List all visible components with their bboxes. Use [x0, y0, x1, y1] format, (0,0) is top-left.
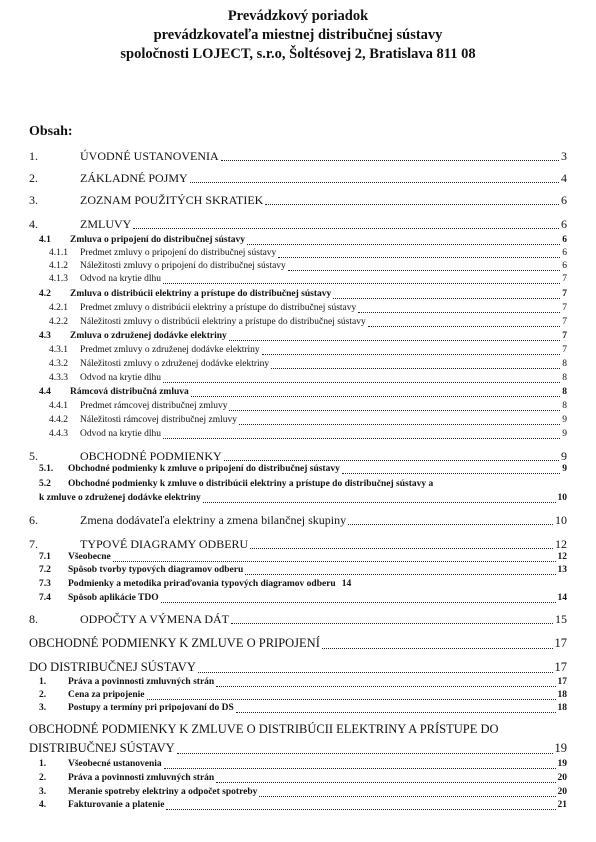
toc-entry[interactable] — [0, 566, 596, 580]
toc-entry-title: Predmet zmluvy o združenej dodávke elektriny — [80, 345, 260, 355]
toc-entry[interactable] — [0, 374, 596, 388]
toc-entry-title: OBCHODNÉ PODMIENKY K ZMLUVE O PRIPOJENÍ — [29, 636, 320, 650]
toc-entry-title: Predmet rámcovej distribučnej zmluvy — [80, 401, 228, 411]
toc-entry-title-continued: DISTRIBUČNEJ SÚSTAVY — [29, 741, 175, 755]
toc-entry-page: 7 — [562, 274, 567, 284]
toc-entry-number: 2. — [39, 690, 47, 700]
toc-dot-leader — [198, 672, 553, 673]
toc-dot-leader — [288, 270, 560, 271]
document-title-line-2: prevádzkovateľa miestnej distribučnej sústavy — [153, 27, 443, 43]
toc-entry-page: 20 — [557, 773, 567, 783]
toc-dot-leader — [348, 524, 553, 525]
toc-entry[interactable] — [0, 360, 596, 374]
toc-entry[interactable] — [0, 661, 596, 675]
toc-entry-number: 4.2.2 — [49, 317, 68, 327]
toc-entry-number: 4.3.2 — [49, 359, 68, 369]
toc-entry[interactable] — [0, 760, 596, 774]
toc-entry-number: 7.3 — [39, 579, 51, 589]
toc-entry-number: 4.4 — [39, 387, 51, 397]
toc-entry-number: 4.1.1 — [49, 248, 68, 258]
toc-entry[interactable] — [0, 430, 596, 444]
toc-entry-page: 7 — [562, 289, 567, 299]
toc-entry-number: 4.1.2 — [49, 261, 68, 271]
toc-entry-title: Spôsob tvorby typových diagramov odberu — [68, 565, 244, 575]
toc-entry-number: 6. — [29, 513, 38, 527]
toc-entry[interactable] — [0, 465, 596, 479]
toc-entry-title: TYPOVÉ DIAGRAMY ODBERU — [80, 537, 249, 551]
toc-entry-number: 4.4.3 — [49, 429, 68, 439]
toc-dot-leader — [229, 410, 560, 411]
toc-entry-number: 5.1. — [39, 464, 54, 474]
toc-heading: Obsah: — [29, 124, 73, 139]
toc-entry[interactable] — [0, 774, 596, 788]
toc-entry-page: 7 — [562, 303, 567, 313]
toc-entry-page: 8 — [562, 373, 567, 383]
toc-entry[interactable] — [0, 580, 596, 594]
toc-dot-leader — [177, 753, 553, 754]
toc-entry-title: Práva a povinnosti zmluvných strán — [68, 677, 215, 687]
toc-entry[interactable] — [0, 218, 596, 232]
toc-dot-leader — [262, 354, 561, 355]
toc-entry-page: 7 — [562, 331, 567, 341]
toc-entry-page: 6 — [562, 235, 567, 245]
toc-entry[interactable] — [0, 594, 596, 608]
toc-entry-title: ZMLUVY — [80, 217, 132, 231]
toc-entry-page: 10 — [555, 513, 567, 527]
toc-dot-leader — [221, 160, 559, 161]
toc-entry-page: 6 — [561, 217, 567, 231]
toc-dot-leader — [203, 502, 556, 503]
toc-entry-title: Obchodné podmienky k zmluve o pripojení do distribučnej sústavy — [68, 464, 340, 474]
toc-entry-number: 1. — [39, 677, 47, 687]
toc-entry[interactable] — [0, 346, 596, 360]
toc-entry-title: Všeobecne — [68, 552, 111, 562]
toc-entry[interactable] — [0, 388, 596, 402]
toc-dot-leader — [245, 574, 555, 575]
toc-dot-leader — [147, 699, 556, 700]
toc-entry-page: 17 — [557, 677, 567, 687]
toc-entry-page: 19 — [554, 741, 567, 755]
toc-entry-title: Všeobecné ustanovenia — [68, 759, 162, 769]
toc-entry-number: 7.2 — [39, 565, 51, 575]
toc-entry-number: 3. — [39, 787, 47, 797]
toc-entry-page: 9 — [561, 449, 567, 463]
document-title-line-3: spoločnosti LOJECT, s.r.o, Šoltésovej 2, Bratislava 811 08 — [120, 46, 476, 62]
toc-dot-leader — [271, 368, 560, 369]
toc-dot-leader — [229, 340, 561, 341]
toc-dot-leader — [163, 438, 560, 439]
toc-dot-leader — [166, 809, 555, 810]
toc-entry-number: 1. — [39, 759, 47, 769]
toc-dot-leader — [368, 326, 561, 327]
toc-dot-leader — [190, 182, 559, 183]
toc-entry-number: 4.3.1 — [49, 345, 68, 355]
toc-dot-leader — [342, 473, 560, 474]
toc-entry[interactable] — [0, 722, 596, 755]
toc-entry-title: Odvod na krytie dlhu — [80, 373, 162, 383]
toc-entry-number: 1. — [29, 149, 38, 163]
toc-entry-title: ZÁKLADNÉ POJMY — [80, 171, 188, 185]
toc-entry-title: Fakturovanie a platenie — [68, 800, 165, 810]
toc-entry[interactable] — [0, 416, 596, 430]
toc-entry-title: ÚVODNÉ USTANOVENIA — [80, 149, 219, 163]
toc-entry-page: 4 — [561, 171, 567, 185]
toc-entry-page: 20 — [557, 787, 567, 797]
toc-dot-leader — [164, 768, 556, 769]
toc-entry-page: 6 — [562, 261, 567, 271]
toc-entry-number: 4.3.3 — [49, 373, 68, 383]
toc-entry-page: 10 — [557, 493, 567, 503]
toc-entry[interactable] — [0, 290, 596, 304]
toc-entry-title-continued: k zmluve o združenej dodávke elektriny — [39, 493, 201, 503]
toc-entry-number: 5.2 — [39, 479, 51, 489]
toc-entry-number: 3. — [29, 193, 38, 207]
toc-entry-page: 7 — [562, 345, 567, 355]
toc-entry-page: 7 — [562, 317, 567, 327]
toc-entry-number: 7.1 — [39, 552, 51, 562]
toc-entry-title: Predmet zmluvy o distribúcii elektriny a prístupe do distribučnej sústavy — [80, 303, 357, 313]
toc-entry-page: 8 — [562, 401, 567, 411]
toc-dot-leader — [236, 712, 556, 713]
toc-entry-number: 3. — [39, 703, 47, 713]
toc-entry-page: 18 — [557, 703, 567, 713]
toc-entry-title: DO DISTRIBUČNEJ SÚSTAVY — [29, 660, 196, 674]
toc-entry-number: 4.1.3 — [49, 274, 68, 284]
toc-entry-page: 3 — [561, 149, 567, 163]
toc-entry-number: 8. — [29, 612, 38, 626]
toc-entry-title: Zmluva o distribúcii elektriny a prístupe do distribučnej sústavy — [70, 289, 332, 299]
toc-entry-title: Postupy a termíny pri pripojovaní do DS — [68, 703, 234, 713]
toc-entry-page: 6 — [562, 248, 567, 258]
toc-dot-leader — [322, 648, 553, 649]
toc-entry-title: Náležitosti zmluvy o distribúcii elektriny a prístupe do distribučnej sústavy — [80, 317, 366, 327]
toc-entry-number: 4.2.1 — [49, 303, 68, 313]
toc-entry-page: 9 — [562, 429, 567, 439]
toc-entry-number: 7. — [29, 537, 38, 551]
toc-dot-leader — [265, 204, 559, 205]
toc-entry-title: Rámcová distribučná zmluva — [70, 387, 189, 397]
toc-entry[interactable] — [0, 194, 596, 208]
toc-entry[interactable] — [0, 479, 596, 503]
toc-entry-title: Zmluva o združenej dodávke elektriny — [70, 331, 227, 341]
toc-entry-number: 4. — [29, 217, 38, 231]
toc-dot-leader — [278, 257, 560, 258]
toc-entry-page: 17 — [554, 636, 567, 650]
toc-dot-leader — [333, 298, 560, 299]
toc-dot-leader — [216, 686, 555, 687]
toc-entry[interactable] — [0, 150, 596, 164]
toc-entry[interactable] — [0, 538, 596, 552]
toc-entry-title: Náležitosti zmluvy o združenej dodávke elektriny — [80, 359, 270, 369]
toc-entry-page: 8 — [562, 387, 567, 397]
toc-entry-page: 15 — [555, 612, 567, 626]
toc-dot-leader — [163, 283, 560, 284]
toc-entry[interactable] — [0, 801, 596, 815]
toc-entry-page: 21 — [557, 800, 567, 810]
toc-entry-title: Spôsob aplikácie TDO — [68, 593, 159, 603]
document-title-line-1: Prevádzkový poriadok — [227, 8, 369, 24]
toc-entry-title: Podmienky a metodika priraďovania typových diagramov odberu — [68, 579, 336, 589]
toc-entry-title: Náležitosti rámcovej distribučnej zmluvy — [80, 415, 237, 425]
toc-dot-leader — [247, 244, 560, 245]
toc-entry-title: Obchodné podmienky k zmluve o distribúcii elektriny a prístupe do distribučnej sústavy a — [68, 479, 434, 489]
toc-entry[interactable] — [0, 304, 596, 318]
toc-dot-leader — [358, 312, 560, 313]
toc-dot-leader — [216, 782, 555, 783]
toc-entry-number: 4.4.2 — [49, 415, 68, 425]
toc-dot-leader — [259, 796, 555, 797]
toc-entry[interactable] — [0, 275, 596, 289]
toc-entry[interactable] — [0, 318, 596, 332]
toc-entry-title: Zmena dodávateľa elektriny a zmena bilančnej skupiny — [80, 513, 347, 527]
toc-entry-number: 4.1 — [39, 235, 51, 245]
toc-dot-leader — [113, 561, 556, 562]
toc-entry-number: 4.2 — [39, 289, 51, 299]
toc-entry-title: Meranie spotreby elektriny a odpočet spotreby — [68, 787, 258, 797]
toc-entry-page: 9 — [562, 464, 567, 474]
toc-entry-page: 14 — [557, 593, 567, 603]
toc-entry-title: Odvod na krytie dlhu — [80, 274, 162, 284]
toc-entry-title: Náležitosti zmluvy o pripojení do distribučnej sústavy — [80, 261, 286, 271]
toc-entry[interactable] — [0, 402, 596, 416]
toc-entry-page: 9 — [562, 415, 567, 425]
toc-dot-leader — [163, 382, 560, 383]
toc-entry-page: 12 — [555, 537, 567, 551]
toc-entry-title: Predmet zmluvy o pripojení do distribučnej sústavy — [80, 248, 277, 258]
toc-entry-page: 12 — [557, 552, 567, 562]
toc-entry-title: OBCHODNÉ PODMIENKY K ZMLUVE O DISTRIBÚCII ELEKTRINY A PRÍSTUPE DO — [29, 722, 499, 736]
toc-entry-page: 13 — [557, 565, 567, 575]
toc-dot-leader — [161, 602, 556, 603]
toc-entry[interactable] — [0, 514, 596, 528]
toc-dot-leader — [133, 228, 559, 229]
toc-entry[interactable] — [0, 637, 596, 651]
toc-entry[interactable] — [0, 332, 596, 346]
toc-dot-leader — [250, 548, 553, 549]
toc-entry[interactable] — [0, 172, 596, 186]
toc-entry-title: ZOZNAM POUŽITÝCH SKRATIEK — [80, 193, 264, 207]
toc-entry[interactable] — [0, 613, 596, 627]
toc-entry-page: 14 — [341, 579, 352, 589]
toc-entry-title: ODPOČTY A VÝMENA DÁT — [80, 612, 230, 626]
toc-entry-title: Zmluva o pripojení do distribučnej sústavy — [70, 235, 245, 245]
toc-entry-number: 2. — [39, 773, 47, 783]
toc-entry-number: 7.4 — [39, 593, 51, 603]
toc-entry-page: 8 — [562, 359, 567, 369]
toc-entry[interactable] — [0, 704, 596, 718]
toc-entry-number: 4.3 — [39, 331, 51, 341]
toc-entry-page: 18 — [557, 690, 567, 700]
toc-dot-leader — [224, 460, 559, 461]
toc-dot-leader — [191, 396, 561, 397]
toc-entry-title: OBCHODNÉ PODMIENKY — [80, 449, 222, 463]
toc-entry-page: 19 — [557, 759, 567, 769]
toc-dot-leader — [231, 623, 553, 624]
toc-dot-leader — [239, 424, 560, 425]
toc-entry-page: 17 — [554, 660, 567, 674]
toc-entry[interactable] — [0, 450, 596, 464]
toc-entry-number: 4. — [39, 800, 47, 810]
toc-entry-title: Odvod na krytie dlhu — [80, 429, 162, 439]
toc-entry-number: 2. — [29, 171, 38, 185]
toc-entry-page: 6 — [561, 193, 567, 207]
toc-entry-title: Práva a povinnosti zmluvných strán — [68, 773, 215, 783]
toc-entry-number: 5. — [29, 449, 38, 463]
toc-entry-title: Cena za pripojenie — [68, 690, 145, 700]
toc-entry-number: 4.4.1 — [49, 401, 68, 411]
